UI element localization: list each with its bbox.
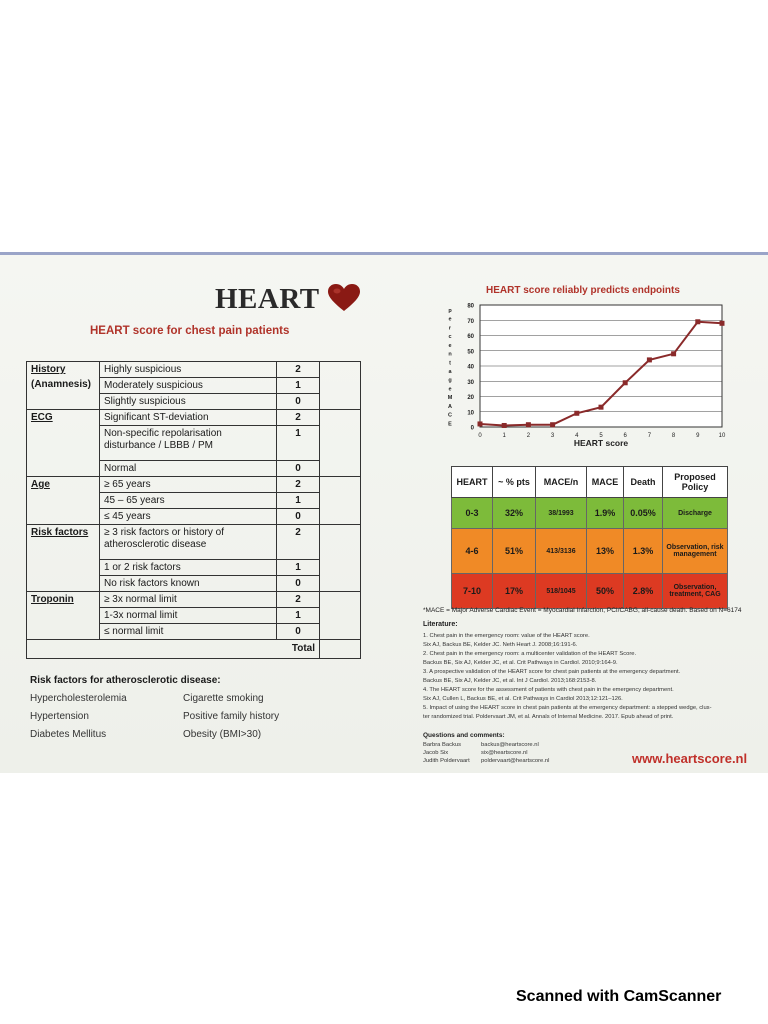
col-header: MACE/n	[536, 467, 587, 498]
y-axis-label-char: e	[448, 316, 452, 323]
y-tick-label: 60	[467, 334, 474, 340]
data-point	[478, 421, 483, 426]
category-risk-factors: Risk factors	[27, 525, 100, 592]
score-cell	[320, 410, 361, 477]
contact-email[interactable]: backus@heartscore.nl	[481, 742, 539, 748]
points: 2	[277, 592, 320, 608]
y-axis-label-char: e	[448, 386, 452, 393]
literature-line: 1. Chest pain in the emergency room: value of the HEART score.	[423, 633, 590, 639]
col-header: HEART	[452, 467, 493, 498]
policy: Observation, treatment, CAG	[663, 574, 728, 609]
y-tick-label: 70	[467, 318, 474, 325]
y-axis-label-char: g	[448, 377, 452, 384]
criterion: Normal	[100, 461, 277, 477]
y-axis-label-char: A	[448, 403, 452, 410]
risk-factor-item: Hypertension	[30, 711, 89, 722]
mace-pct: 50%	[587, 574, 624, 609]
y-tick-label: 0	[470, 425, 474, 432]
risk-factors-heading: Risk factors for atherosclerotic disease:	[30, 675, 221, 686]
table-row	[27, 525, 361, 560]
total-row	[27, 640, 361, 659]
literature-line: 4. The HEART score for the assessment of patients with chest pain in the emergency department.	[423, 687, 674, 693]
heart-range: 4-6	[452, 529, 493, 574]
literature-line: ter randomized trial. Poldervaart JM, et al. Annals of Internal Medicine. 2017. Epub ahead of print.	[423, 714, 674, 720]
points: 0	[277, 576, 320, 592]
data-point	[550, 422, 555, 427]
points: 0	[277, 509, 320, 525]
literature-line: 5. Impact of using the HEART score in chest pain patients at the emergency department: a stepped wedge, clus-	[423, 705, 712, 711]
literature-line: 3. A prospective validation of the HEART score for chest pain patients at the emergency department.	[423, 669, 681, 675]
points: 1	[277, 378, 320, 394]
y-tick-label: 80	[467, 303, 474, 310]
y-axis-label-char: e	[448, 342, 452, 349]
y-tick-label: 30	[467, 379, 474, 386]
scanner-watermark: Scanned with CamScanner	[516, 988, 722, 1005]
x-tick-label: 9	[696, 433, 700, 439]
points: 1	[277, 560, 320, 576]
x-tick-label: 7	[647, 433, 652, 439]
data-point	[671, 351, 676, 356]
col-header: Proposed Policy	[663, 467, 728, 498]
heart-range: 0-3	[452, 498, 493, 529]
criterion: Slightly suspicious	[100, 394, 277, 410]
criterion: ≥ 3 risk factors or history of atherosclerotic disease	[100, 525, 277, 560]
y-axis-label-char: p	[448, 307, 452, 314]
table-row	[27, 362, 361, 378]
category-age: Age	[27, 477, 100, 525]
policy: Observation, risk management	[663, 529, 728, 574]
criterion: 45 – 65 years	[100, 493, 277, 509]
y-axis-label-char: c	[448, 334, 452, 341]
x-tick-label: 6	[623, 433, 627, 439]
y-tick-label: 50	[467, 349, 474, 356]
policy-row-low	[452, 498, 728, 529]
table-row	[27, 477, 361, 493]
questions-heading: Questions and comments:	[423, 732, 505, 739]
literature-heading: Literature:	[423, 621, 458, 628]
data-point	[647, 357, 652, 362]
y-axis-label-char: a	[448, 368, 452, 375]
x-tick-label: 10	[718, 433, 726, 439]
policy: Discharge	[663, 498, 728, 529]
risk-factor-item: Hypercholesterolemia	[30, 693, 127, 704]
criterion: Significant ST-deviation	[100, 410, 277, 426]
data-point	[599, 405, 604, 410]
mace-n: 38/1993	[536, 498, 587, 529]
contact-name: Jacob Six	[423, 750, 449, 756]
y-tick-label: 20	[467, 395, 474, 401]
literature-line: 2. Chest pain in the emergency room: a multicenter validation of the HEART Score.	[423, 651, 637, 657]
y-axis-label-char: t	[449, 360, 451, 367]
risk-factor-item: Cigarette smoking	[183, 693, 264, 704]
score-cell	[320, 362, 361, 410]
x-axis-label: HEART score	[573, 438, 629, 448]
points: 2	[277, 410, 320, 426]
pct-pts: 17%	[493, 574, 536, 609]
heart-icon	[328, 284, 360, 312]
y-axis-label-char: C	[448, 412, 452, 419]
points: 2	[277, 525, 320, 560]
contact-row	[423, 758, 550, 764]
total-label: Total	[27, 640, 320, 659]
mace-pct: 13%	[587, 529, 624, 574]
table-row	[27, 410, 361, 426]
score-cell	[320, 592, 361, 640]
criterion: ≤ normal limit	[100, 624, 277, 640]
policy-row-mid	[452, 529, 728, 574]
criterion: Non-specific repolarisation disturbance / LBBB / PM	[100, 426, 277, 461]
y-axis-label-char: M	[447, 395, 453, 402]
score-cell	[320, 525, 361, 592]
literature-line: Six AJ, Cullen L, Backus BE, et al. Crit Pathways in Cardiol 2013;12:121–126.	[423, 696, 623, 702]
heart-range: 7-10	[452, 574, 493, 609]
contact-row	[423, 750, 528, 756]
heart-score-table	[26, 361, 361, 659]
mace-line-chart	[440, 297, 730, 449]
risk-factor-item: Obesity (BMI>30)	[183, 729, 262, 740]
y-axis-label-char: n	[448, 351, 452, 358]
literature-line: Backus BE, Six AJ, Kelder JC, et al. Int J Cardiol. 2013;168:2153-8.	[423, 678, 597, 684]
points: 0	[277, 461, 320, 477]
death-pct: 0.05%	[624, 498, 663, 529]
website-link[interactable]: www.heartscore.nl	[632, 751, 748, 766]
data-point	[623, 380, 628, 385]
points: 2	[277, 477, 320, 493]
risk-factor-item: Positive family history	[183, 711, 280, 722]
category-troponin: Troponin	[27, 592, 100, 640]
points: 2	[277, 362, 320, 378]
data-point	[502, 423, 507, 428]
policy-table	[451, 466, 728, 609]
contact-row	[423, 742, 539, 748]
mace-n: 518/1045	[536, 574, 587, 609]
data-point	[526, 422, 531, 427]
y-tick-label: 40	[467, 364, 474, 371]
total-cell	[320, 640, 361, 659]
pct-pts: 51%	[493, 529, 536, 574]
data-point	[574, 411, 579, 416]
mace-pct: 1.9%	[587, 498, 624, 529]
chart-title: HEART score reliably predicts endpoints	[486, 285, 680, 296]
table-row	[27, 592, 361, 608]
literature-line: Six AJ, Backus BE, Kelder JC. Neth Heart J. 2008;16:191-6.	[423, 642, 578, 648]
category-ecg: ECG	[27, 410, 100, 477]
col-header: Death	[624, 467, 663, 498]
points: 1	[277, 608, 320, 624]
heart-score-card	[0, 252, 768, 773]
criterion: 1 or 2 risk factors	[100, 560, 277, 576]
mace-n: 413/3136	[536, 529, 587, 574]
data-point	[695, 319, 700, 324]
points: 0	[277, 624, 320, 640]
criterion: Moderately suspicious	[100, 378, 277, 394]
col-header: MACE	[587, 467, 624, 498]
contact-name: Judith Poldervaart	[423, 758, 470, 764]
x-tick-label: 3	[550, 433, 555, 439]
category-history: History (Anamnesis)	[27, 362, 100, 410]
contact-email[interactable]: six@heartscore.nl	[481, 750, 528, 756]
policy-header-row	[452, 467, 728, 498]
contact-name: Barbra Backus	[423, 742, 462, 748]
criterion: ≥ 3x normal limit	[100, 592, 277, 608]
criterion: ≤ 45 years	[100, 509, 277, 525]
score-cell	[320, 477, 361, 525]
mace-footnote: *MACE = Major Adverse Cardiac Event = Myocardial Infarction, PCI/CABG, all-cause death. Based on N=6174	[423, 607, 742, 614]
y-axis-label-char: r	[448, 325, 452, 332]
x-tick-label: 8	[671, 433, 676, 439]
y-tick-label: 10	[467, 410, 474, 417]
death-pct: 2.8%	[624, 574, 663, 609]
policy-row-high	[452, 574, 728, 609]
criterion: No risk factors known	[100, 576, 277, 592]
x-tick-label: 0	[478, 433, 482, 439]
points: 1	[277, 493, 320, 509]
pct-pts: 32%	[493, 498, 536, 529]
points: 0	[277, 394, 320, 410]
data-point	[720, 321, 725, 326]
score-subtitle: HEART score for chest pain patients	[90, 325, 290, 337]
x-tick-label: 4	[575, 433, 579, 439]
risk-factor-item: Diabetes Mellitus	[30, 729, 107, 740]
x-tick-label: 5	[599, 433, 603, 439]
death-pct: 1.3%	[624, 529, 663, 574]
contact-email[interactable]: poldervaart@heartscore.nl	[481, 758, 550, 764]
y-axis-label-char: E	[448, 421, 452, 428]
points: 1	[277, 426, 320, 461]
criterion: ≥ 65 years	[100, 477, 277, 493]
col-header: ~ % pts	[493, 467, 536, 498]
x-tick-label: 2	[526, 433, 531, 439]
literature-line: Backus BE, Six AJ, Kelder JC, et al. Crit Pathways in Cardiol. 2010;9:164-9.	[423, 660, 618, 666]
criterion: Highly suspicious	[100, 362, 277, 378]
x-tick-label: 1	[502, 433, 506, 439]
criterion: 1-3x normal limit	[100, 608, 277, 624]
heart-logo: HEART	[215, 283, 320, 315]
